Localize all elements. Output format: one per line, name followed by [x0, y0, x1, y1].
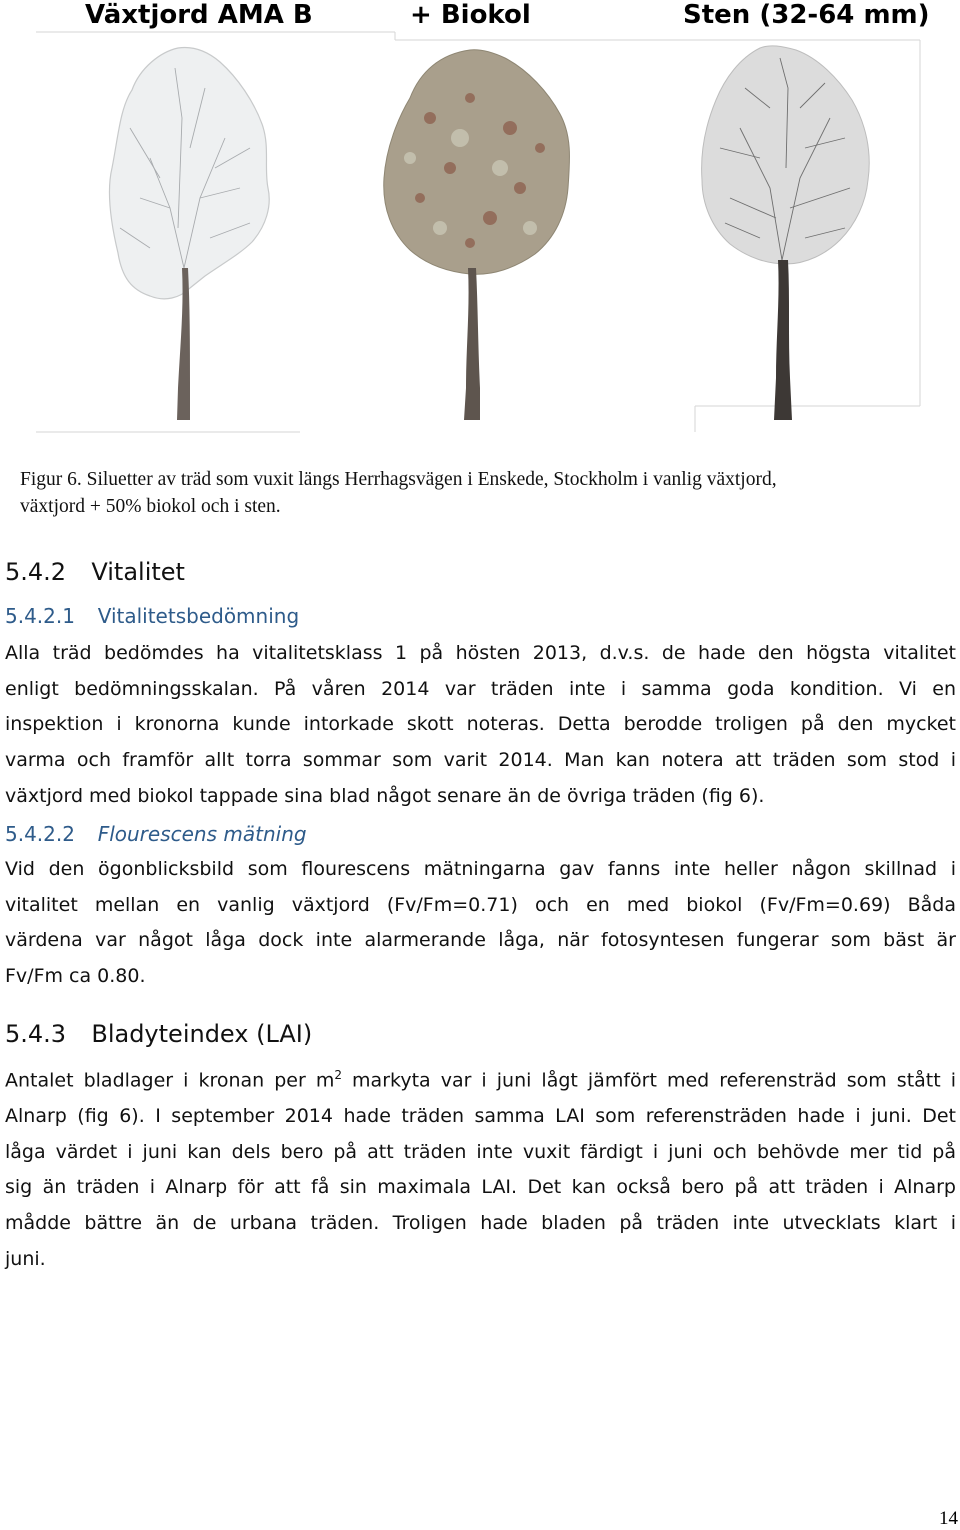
section-title: Bladyteindex (LAI) — [91, 1020, 313, 1048]
subsection-number: 5.4.2.2 — [5, 822, 75, 846]
paragraph-line: värdena var något låga dock inte alarmerande låga, när fotosyntesen fungerar som bäst är — [5, 929, 956, 952]
tree-silhouette-3 — [702, 46, 870, 420]
figure-caption — [20, 466, 940, 520]
tree-silhouettes-figure — [0, 28, 960, 438]
tree-silhouette-2 — [384, 50, 570, 420]
paragraph-line: vitalitet mellan en vanlig växtjord (Fv/Fm=0.71) och en med biokol (Fv/Fm=0.69) Båda — [5, 893, 956, 916]
paragraph-line: sig än träden i Alnarp för att få sin maximala LAI. Det kan också bero på att träden i Alnarp — [5, 1176, 956, 1199]
tree-silhouette-1 — [110, 48, 270, 420]
paragraph-line: växtjord med biokol tappade sina blad något senare än de övriga träden (fig 6). — [5, 784, 765, 807]
page-number: 14 — [939, 1508, 958, 1529]
paragraph-line: låga värdet i juni kan dels bero på att träden inte vuxit färdigt i juni och behövde mer tid på — [5, 1140, 956, 1163]
line-part: markyta var i juni lågt jämfört med referensträd som stått i — [342, 1069, 956, 1092]
paragraph-line: Vid den ögonblicksbild som flourescens mätningarna gav fanns inte heller någon skillnad i — [5, 858, 956, 880]
paragraph-lai — [5, 1058, 956, 1278]
figure-header-biochar: + Biokol — [410, 0, 531, 30]
section-number: 5.4.3 — [5, 1020, 67, 1048]
paragraph-line: mådde bättre än de urbana träden. Troligen hade bladen på träden inte utvecklats klart i — [5, 1212, 956, 1235]
paragraph-line: varma och framför allt torra sommar som varit 2014. Man kan notera att träden som stod i — [5, 749, 956, 772]
paragraph-line: Fv/Fm ca 0.80. — [5, 965, 146, 988]
paragraph-line: Alnarp (fig 6). I september 2014 hade träden samma LAI som referensträden hade i juni. Det — [5, 1105, 956, 1128]
subsection-title: Vitalitetsbedömning — [97, 604, 300, 628]
subsection-number: 5.4.2.1 — [5, 604, 75, 628]
paragraph-vitalitet — [5, 636, 956, 815]
paragraph-line: enligt bedömningsskalan. På våren 2014 var träden inte i samma goda kondition. Vi en — [5, 677, 956, 700]
figure-header-stone: Sten (32-64 mm) — [683, 0, 930, 30]
paragraph-line: juni. — [5, 1247, 46, 1270]
section-heading-bladyteindex — [5, 1020, 312, 1048]
caption-line-2: växtjord + 50% biokol och i sten. — [20, 496, 281, 517]
subsection-heading-flourescens — [5, 822, 307, 846]
caption-line-1: Figur 6. Siluetter av träd som vuxit längs Herrhagsvägen i Enskede, Stockholm i vanlig växtjord, — [20, 469, 777, 490]
figure-header-soil: Växtjord AMA B — [85, 0, 313, 30]
subsection-title: Flourescens mätning — [97, 822, 307, 846]
subsection-heading-vitalitetsbedomning — [5, 604, 299, 628]
paragraph-flourescens — [5, 852, 956, 995]
paragraph-line: Alla träd bedömdes ha vitalitetsklass 1 på hösten 2013, d.v.s. de hade den högsta vitalitet — [5, 642, 956, 664]
superscript: 2 — [334, 1068, 342, 1082]
paragraph-line — [5, 1058, 956, 1099]
paragraph-line: inspektion i kronorna kunde intorkade skott noteras. Detta berodde troligen på den mycket — [5, 713, 956, 736]
section-title: Vitalitet — [91, 558, 185, 586]
section-heading-vitalitet — [5, 558, 185, 586]
line-part: Antalet bladlager i kronan per m — [5, 1069, 335, 1092]
section-number: 5.4.2 — [5, 558, 67, 586]
